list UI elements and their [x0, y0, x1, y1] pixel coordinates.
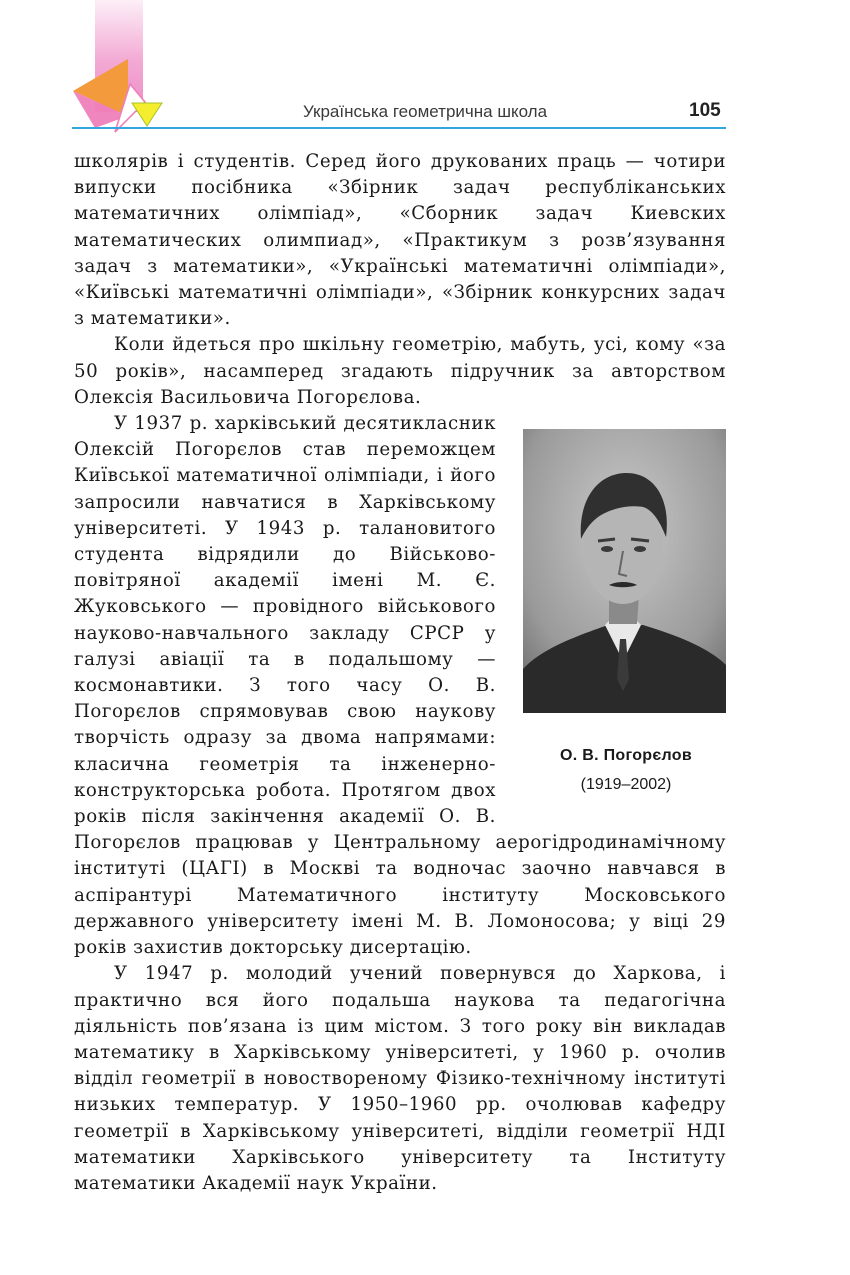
portrait-figure: [516, 429, 726, 798]
article-body: [74, 149, 726, 1197]
caption-years: (1919–2002): [580, 776, 672, 794]
running-header-title: Українська геометрична школа: [303, 102, 548, 121]
header-divider: [72, 127, 726, 129]
paragraph-2: Коли йдеться про шкільну геометрію, мабуть, усі, кому «за 50 років», насамперед згадають підручник за авторством Олексія Васильовича Погорєлова.: [74, 334, 726, 408]
caption-name: О. В. Погорєлов: [560, 747, 692, 765]
paragraph-1: школярів і студентів. Серед його друкованих праць — чотири випуски посібника «Збірник задач республіканських математичних олімпіад», «Сборник задач Киевских математических олимпиад», «Практикум з розв’язування задач з математики», «Українські математичні олімпіади», «Київські математичні олімпіади», «Збірник конкурсних задач з математики».: [74, 151, 726, 330]
paragraph-4: У 1947 р. молодий учений повернувся до Харкова, і практично вся його подальша наукова та педагогічна діяльність пов’язана із цим містом. З того року він викладав математику в Харківському університеті, у 1960 р. очолив відділ геометрії в новоствореному Фізико-технічному інституті низьких температур. У 1950–1960 рр. очолював кафедру геометрії в Харківському університеті, відділи геометрії НДІ математики Харківського університету та Інституту математики Академії наук України.: [74, 963, 726, 1194]
colored-triangles-logo-icon: [70, 54, 170, 134]
portrait-photo: [523, 429, 726, 713]
page-number: 105: [689, 100, 721, 121]
paragraph-3: У 1937 р. харківський десятикласник Олексій Погорєлов став переможцем Київської математичної олімпіади, і його запросили навчатися в Харківському університеті. У 1943 р. талановитого студента відрядили до Військово-повітряної академії імені М. Є. Жуковського — провідного військового науково-навчального закладу СРСР у галузі авіації та в подальшому — космонавтики. З того часу О. В. Погорєлов спрямовував свою наукову творчість одразу за двома напрямами: класична геометрія та інженерно-конструкторська робота. Протягом двох років після закінчення академії О. В. Погорєлов працював у Центральному аерогідродинамічному інституті (ЦАГІ) в Москві та водночас заочно навчався в аспірантурі Математичного інституту Московського державного університету імені М. В. Ломоносова; у віці 29 років захистив докторську дисертацію.: [74, 413, 726, 959]
